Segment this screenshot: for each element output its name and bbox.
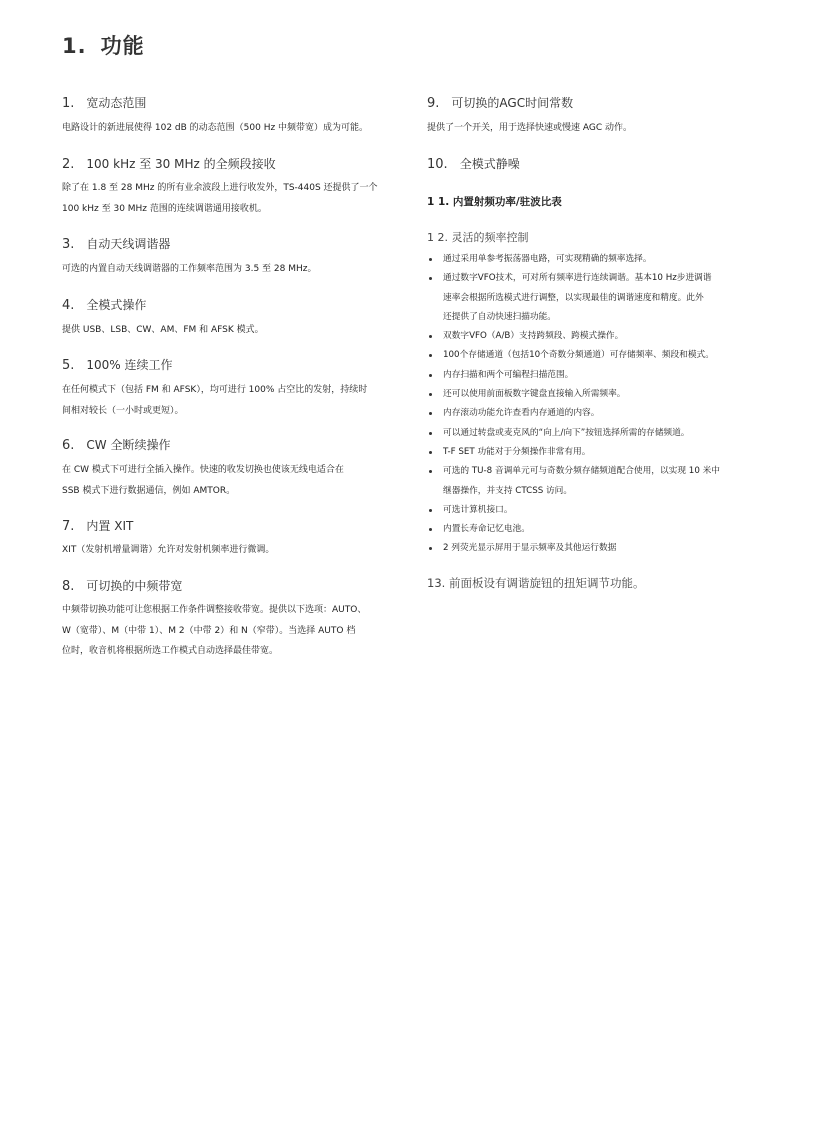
list-item: 内存滚动功能允许查看内存通道的内容。 [427, 404, 720, 423]
list-item: 100个存储通道（包括10个奇数分频通道）可存储频率、频段和模式。 [427, 346, 720, 365]
section-2-heading: 2. 100 kHz 至 30 MHz 的全频段接收 [62, 157, 276, 172]
list-item: 双数字VFO（A/B）支持跨频段、跨模式操作。 [427, 327, 720, 346]
list-item: 通过数字VFO技术，可对所有频率进行连续调谐。基本10 Hz步进调谐 速率会根据所选模式进行调整，以实现最佳的调谐速度和精度。此外 还提供了自动快速扫描功能。 [427, 269, 720, 327]
list-item: 还可以使用前面板数字键盘直接输入所需频率。 [427, 385, 720, 404]
list-item: 可选计算机接口。 [427, 501, 720, 520]
section-5-text: 在任何模式下（包括 FM 和 AFSK），均可进行 100% 占空比的发射，持续时 间相对较长（一小时或更短）。 [62, 385, 368, 416]
section-10-heading: 10. 全模式静噪 [427, 157, 520, 172]
section-2-text: 除了在 1.8 至 28 MHz 的所有业余波段上进行收发外，TS-440S 还提供了一个 100 kHz 至 30 MHz 范围的连续调谐通用接收机。 [62, 183, 378, 214]
section-11-heading: 1 1. 内置射频功率/驻波比表 [427, 196, 562, 208]
section-9-text: 提供了一个开关，用于选择快速或慢速 AGC 动作。 [427, 123, 632, 133]
section-7-heading: 7. 内置 XIT [62, 519, 134, 534]
page-title-text: 功能 [100, 34, 145, 58]
section-4-text: 提供 USB、LSB、CW、AM、FM 和 AFSK 模式。 [62, 325, 264, 335]
section-7-text: XIT（发射机增量调谐）允许对发射机频率进行微调。 [62, 545, 275, 555]
section-9-heading: 9. 可切换的AGC时间常数 [427, 96, 574, 111]
list-item: 可以通过转盘或麦克风的“向上/向下”按钮选择所需的存储频道。 [427, 424, 720, 443]
list-item: 2 列荧光显示屏用于显示频率及其他运行数据 [427, 539, 720, 558]
frequency-control-list [427, 250, 720, 559]
section-12-heading: 1 2. 灵活的频率控制 [427, 231, 529, 244]
section-5-heading: 5. 100% 连续工作 [62, 358, 173, 373]
section-4-heading: 4. 全模式操作 [62, 298, 147, 313]
section-13-heading: 13. 前面板设有调谐旋钮的扭矩调节功能。 [427, 576, 645, 590]
list-item: 内存扫描和两个可编程扫描范围。 [427, 366, 720, 385]
section-6-text: 在 CW 模式下可进行全插入操作。快速的收发切换也使该无线电适合在 SSB 模式下进行数据通信，例如 AMTOR。 [62, 465, 344, 496]
page-title [62, 30, 145, 60]
list-item: 内置长寿命记忆电池。 [427, 520, 720, 539]
section-8-heading: 8. 可切换的中频带宽 [62, 579, 183, 594]
section-3-text: 可选的内置自动天线调谐器的工作频率范围为 3.5 至 28 MHz。 [62, 264, 317, 274]
list-item: 通过采用单参考振荡器电路，可实现精确的频率选择。 [427, 250, 720, 269]
page-title-number: 1. [62, 34, 87, 58]
section-3-heading: 3. 自动天线调谐器 [62, 237, 171, 252]
section-1-text: 电路设计的新进展使得 102 dB 的动态范围（500 Hz 中频带宽）成为可能。 [62, 123, 369, 133]
section-6-heading: 6. CW 全断续操作 [62, 438, 171, 453]
section-8-text: 中频带切换功能可让您根据工作条件调整接收带宽。提供以下选项：AUTO、 W（宽带）、M（中带 1）、M 2（中带 2）和 N（窄带）。当选择 AUTO 档 位时，收音机将根据所选工作模式自动选择最佳带宽。 [62, 605, 367, 656]
section-1-heading: 1. 宽动态范围 [62, 96, 147, 111]
list-item: 可选的 TU-8 音调单元可与奇数分频存储频道配合使用，以实现 10 米中 继器操作，并支持 CTCSS 访问。 [427, 462, 720, 501]
list-item: T-F SET 功能对于分频操作非常有用。 [427, 443, 720, 462]
